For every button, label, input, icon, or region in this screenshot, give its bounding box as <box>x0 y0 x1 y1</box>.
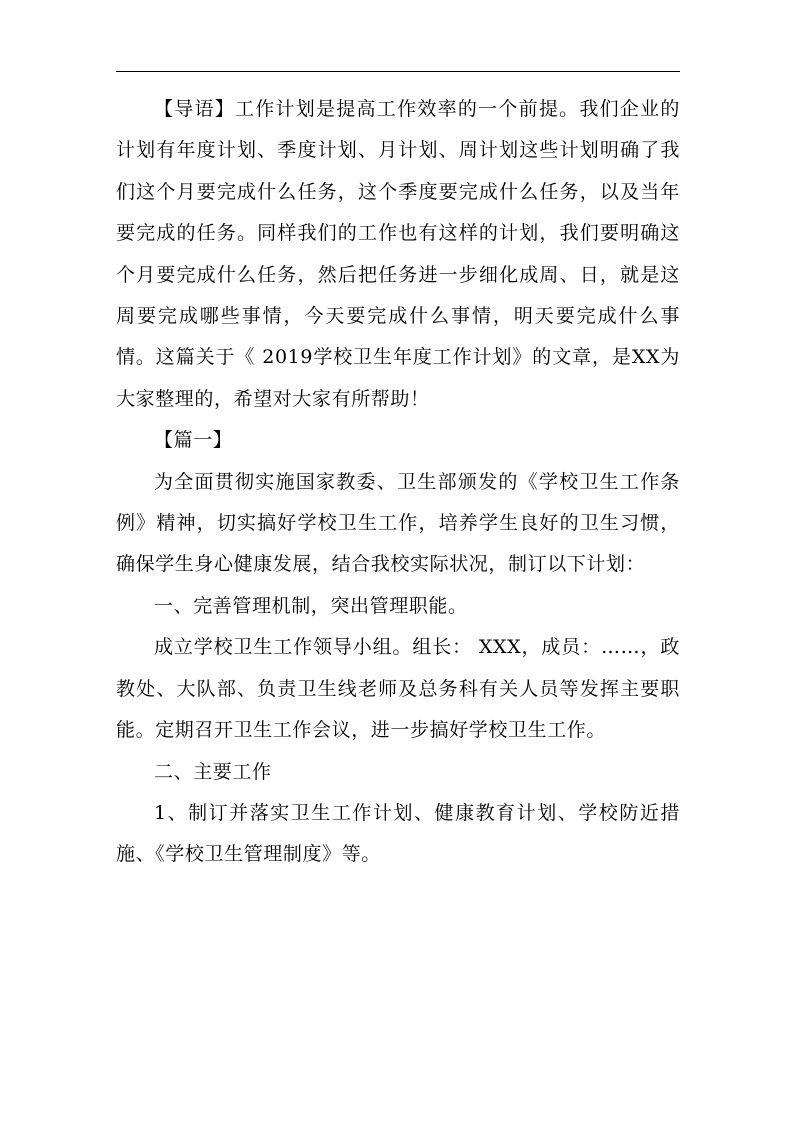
purpose-paragraph: 为全面贯彻实施国家教委、卫生部颁发的《学校卫生工作条例》精神，切实搞好学校卫生工作，培养学生良好的卫生习惯，确保学生身心健康发展，结合我校实际状况，制订以下计划： <box>116 470 680 576</box>
section-heading-main-work: 二、主要工作 <box>154 760 272 783</box>
header-rule <box>116 71 680 72</box>
leadership-paragraph: 成立学校卫生工作领导小组。组长： XXX，成员：……，政教处、大队部、负责卫生线老师及总务科有关人员等发挥主要职能。定期召开卫生工作会议，进一步搞好学校卫生工作。 <box>116 636 680 742</box>
section-heading-management: 一、完善管理机制，突出管理职能。 <box>154 594 468 617</box>
intro-paragraph: 【导语】工作计划是提高工作效率的一个前提。我们企业的计划有年度计划、季度计划、月计划、周计划这些计划明确了我们这个月要完成什么任务，这个季度要完成什么任务，以及当年要完成的任务。同样我们的工作也有这样的计划，我们要明确这个月要完成什么任务，然后把任务进一步细化成周、日，就是这周要完成哪些事情，今天要完成什么事情，明天要完成什么事情。这篇关于《 2019学校卫生年度工作计划》的文章，是XX为大家整理的，希望对大家有所帮助！ <box>116 98 680 410</box>
section-heading-part-one: 【篇一】 <box>154 429 233 452</box>
work-item-paragraph: 1、制订并落实卫生工作计划、健康教育计划、学校防近措施、《学校卫生管理制度》等。 <box>116 801 680 866</box>
document-body <box>116 89 680 876</box>
